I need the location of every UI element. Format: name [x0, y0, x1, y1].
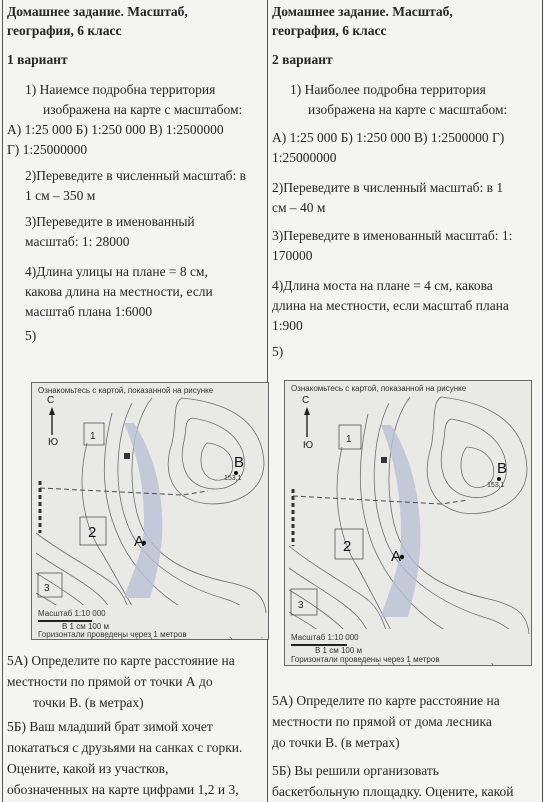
area-3-box [291, 589, 317, 615]
area-3-label: 3 [298, 600, 304, 611]
question-3 [25, 212, 195, 252]
question-1 [290, 80, 507, 120]
scale-text: Масштаб 1:10 000 [291, 633, 359, 642]
variant-heading: 2 вариант [272, 52, 333, 67]
point-a-label: А [134, 533, 145, 550]
question-line: 5А) Определите по карте расстояние на [7, 653, 235, 668]
homework-title [272, 2, 453, 40]
question-line: 1:900 [272, 318, 303, 333]
question-line: 3)Переведите в именованный [25, 214, 195, 229]
south-label: Ю [303, 440, 314, 451]
question-line: какова длина на местности, если [25, 284, 213, 299]
height-mark: 153,1 [224, 475, 242, 482]
question-line: 5А) Определите по карте расстояние на [272, 693, 500, 708]
map-drawing [32, 383, 268, 639]
question-line: 1 см – 350 м [25, 188, 96, 203]
question-line: 2)Переведите в численный масштаб: в [25, 168, 247, 183]
question-3 [272, 226, 512, 266]
area-1-label: 1 [346, 434, 352, 445]
question-4 [25, 262, 213, 322]
question-line: см – 40 м [272, 200, 326, 215]
forester-house-icon [381, 457, 387, 463]
question-5b [272, 760, 538, 802]
question-line: масштаб: 1: 28000 [25, 234, 130, 249]
height-mark: 153,1 [487, 482, 505, 489]
question-line: 5Б) Вы решили организовать [272, 763, 439, 778]
title-line: Домашнее задание. Масштаб, [7, 4, 188, 19]
answer-line: А) 1:25 000 Б) 1:250 000 В) 1:2500000 Г) [272, 130, 505, 145]
title-line: география, 6 класс [7, 23, 122, 38]
question-5b [7, 716, 265, 800]
contour-interval-text: Горизонтали проведены через 1 метров [38, 630, 187, 639]
path-line [40, 488, 208, 495]
point-b-label: В [234, 454, 245, 471]
question-line: длина на местности, если масштаб плана [272, 298, 509, 313]
question-line: изображена на карте с масштабом: [43, 102, 243, 117]
contour-interval-text: Горизонтали проведены через 1 метров [291, 655, 440, 664]
map-drawing [285, 381, 531, 665]
question-line: 2)Переведите в численный масштаб: в 1 [272, 180, 504, 195]
area-1-label: 1 [90, 431, 96, 442]
question-5: 5) [272, 344, 284, 359]
map-header: Ознакомьтесь с картой, показанной на рисунке [38, 386, 214, 395]
ravine-area [381, 425, 420, 617]
question-1-options [7, 120, 224, 160]
variant-2-column [268, 0, 543, 802]
answer-line: А) 1:25 000 Б) 1:250 000 В) 1:2500000 [7, 122, 224, 137]
question-line: местности по прямой от дома лесника [272, 714, 492, 729]
question-line: баскетбольную площадку. Оцените, какой [272, 784, 514, 799]
question-line: обозначенных на карте цифрами 1,2 и 3, [7, 782, 239, 797]
question-line: до точки В. (в метрах) [272, 735, 400, 750]
question-line: 5Б) Ваш младший брат зимой хочет [7, 719, 213, 734]
scale-named: В 1 см 100 м [62, 622, 110, 631]
question-1 [25, 80, 242, 120]
question-5a [272, 690, 538, 753]
question-line: изображена на карте с масштабом: [308, 102, 508, 117]
scale-named: В 1 см 100 м [315, 646, 363, 655]
area-2-label: 2 [343, 538, 352, 555]
question-2 [25, 166, 246, 206]
arrow-head-icon [304, 407, 310, 415]
question-4 [272, 276, 509, 336]
homework-title [7, 2, 188, 40]
question-5a [7, 650, 265, 713]
topographic-map [31, 382, 269, 640]
point-b-label: В [497, 460, 508, 477]
question-line: 3)Переведите в именованный масштаб: 1: [272, 228, 513, 243]
area-2-label: 2 [88, 524, 97, 541]
variant-1-column [2, 0, 268, 802]
question-line: масштаб плана 1:6000 [25, 304, 153, 319]
answer-line: Г) 1:25000000 [7, 142, 88, 157]
topographic-map [284, 380, 532, 666]
forester-house-icon [124, 453, 130, 459]
question-line: местности по прямой от точки А до [7, 674, 213, 689]
north-label: С [47, 395, 55, 406]
title-line: география, 6 класс [272, 23, 387, 38]
arrow-head-icon [49, 407, 55, 415]
variant-heading: 1 вариант [7, 52, 68, 67]
question-line: 4)Длина улицы на плане = 8 см, [25, 264, 208, 279]
point-b-marker [497, 477, 501, 481]
question-2 [272, 178, 503, 218]
south-label: Ю [48, 437, 59, 448]
scale-text: Масштаб 1:10 000 [38, 609, 106, 618]
question-line: 1) Наиболее подробна территория [290, 82, 486, 97]
area-3-label: 3 [44, 583, 50, 594]
question-line: Оцените, какой из участков, [7, 761, 169, 776]
point-a-label: А [391, 548, 402, 565]
question-line: 1) Наиемсе подробна территория [25, 82, 216, 97]
north-label: С [302, 395, 310, 406]
ravine-area [124, 423, 162, 598]
question-line: точки В. (в метрах) [33, 695, 144, 710]
question-5: 5) [25, 328, 37, 343]
question-line: 4)Длина моста на плане = 4 см, какова [272, 278, 493, 293]
answer-line: 1:25000000 [272, 150, 337, 165]
question-1-options [272, 128, 504, 168]
question-line: покататься с друзьями на санках с горки. [7, 740, 243, 755]
map-header: Ознакомьтесь с картой, показанной на рисунке [291, 384, 467, 393]
title-line: Домашнее задание. Масштаб, [272, 4, 453, 19]
question-line: 170000 [272, 248, 313, 263]
path-line [293, 496, 468, 504]
